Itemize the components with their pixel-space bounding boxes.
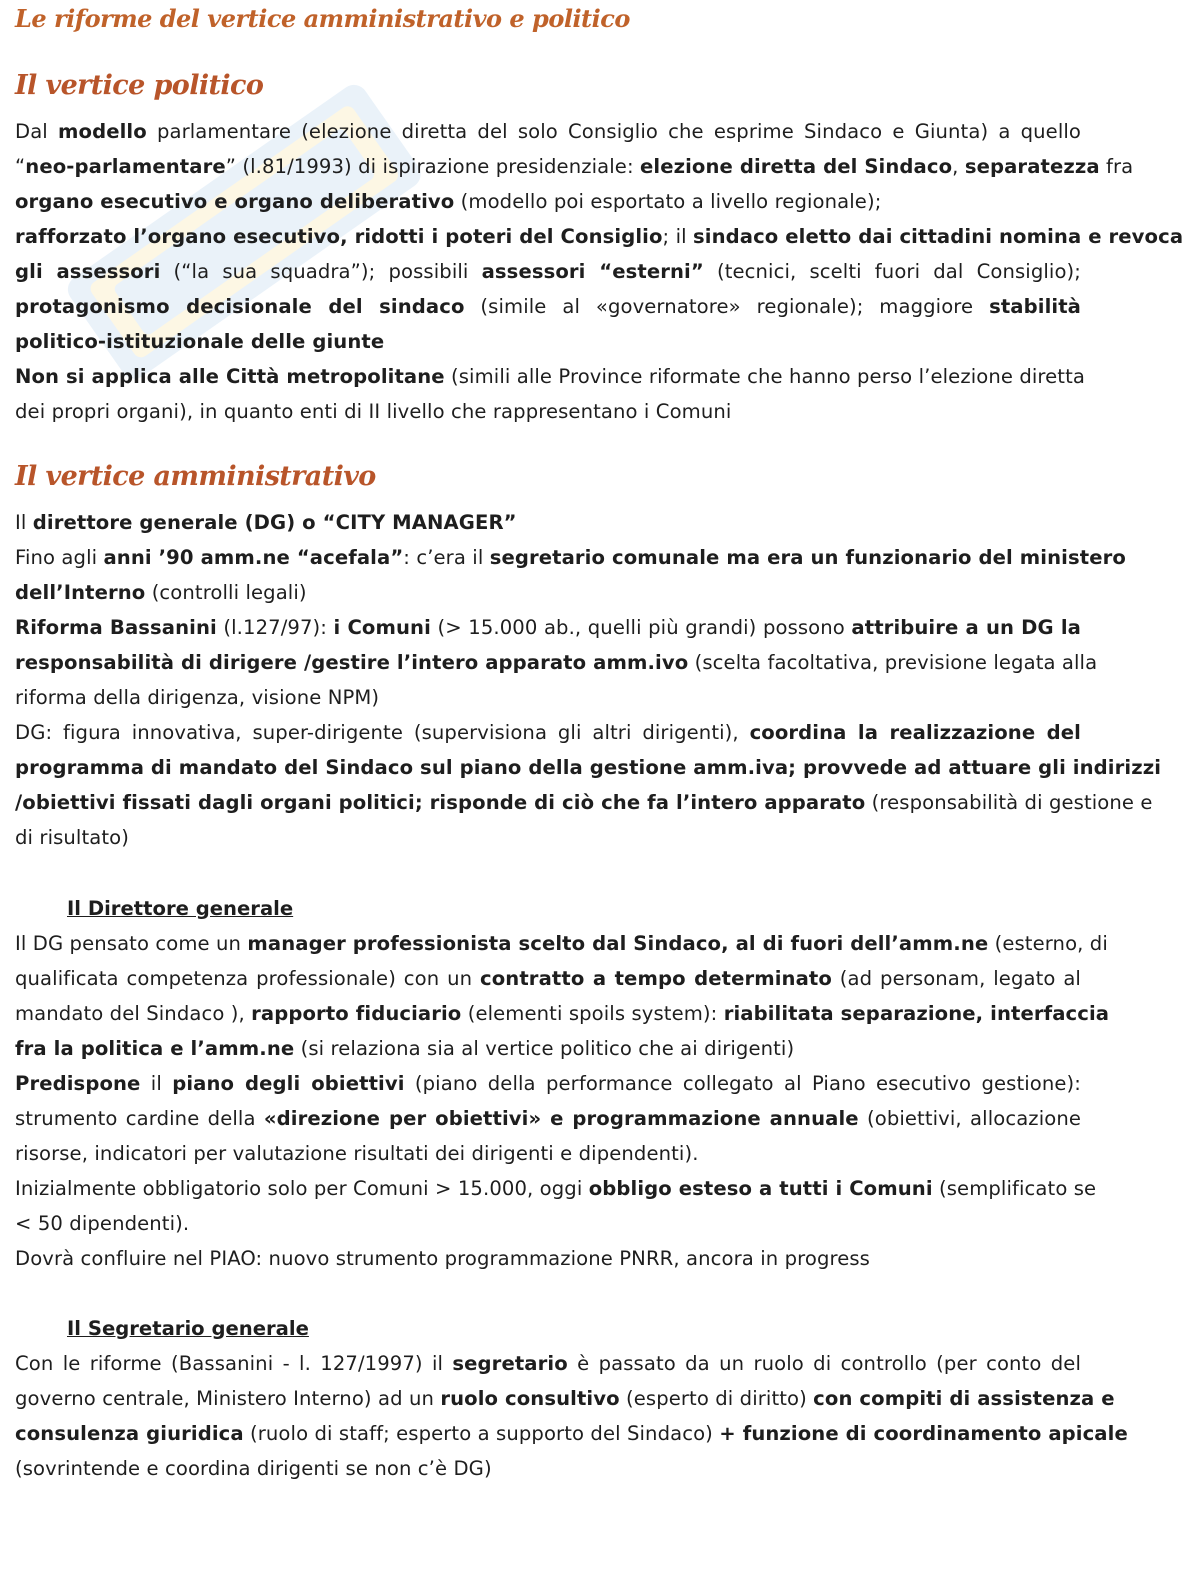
bold-text: politico-istituzionale delle giunte: [15, 330, 385, 353]
text-line: [15, 324, 1081, 359]
text-line: [15, 540, 1126, 575]
text: strumento cardine della: [15, 1107, 264, 1130]
bold-text: i Comuni: [333, 616, 431, 639]
text: Dal: [15, 120, 58, 143]
section-segretario-body: [15, 1346, 1128, 1486]
bold-text: consulenza giuridica: [15, 1422, 244, 1445]
bold-text: direttore generale (DG) o “CITY MANAGER”: [32, 511, 517, 534]
text-line: [15, 1451, 1081, 1486]
bold-text: «direzione per obiettivi» e programmazione annuale: [263, 1107, 859, 1130]
text: DG: figura innovativa, super-dirigente (supervisiona gli altri dirigenti),: [15, 721, 750, 744]
text-line: [15, 1171, 1097, 1206]
text: (responsabilità di gestione e: [865, 791, 1153, 814]
text-line: [15, 1206, 1081, 1241]
text-line: [15, 289, 1081, 324]
bold-text: neo-parlamentare: [25, 155, 226, 178]
bold-text: programma di mandato del Sindaco sul piano della gestione amm.iva; provvede ad attuare gli indirizzi: [15, 756, 1162, 779]
text-line: [15, 149, 1134, 184]
text: (simili alle Province riformate che hanno perso l’elezione diretta: [444, 365, 1085, 388]
text: (l.127/97):: [216, 616, 334, 639]
bold-text: coordina la realizzazione del: [749, 721, 1081, 744]
text-line: [15, 1416, 1128, 1451]
text-line: [15, 645, 1098, 680]
bold-text: fra la politica e l’amm.ne: [15, 1037, 295, 1060]
text: Il DG pensato come un: [15, 932, 248, 955]
text: (simile al «governatore» regionale); maggiore: [464, 295, 990, 318]
text: di risultato): [15, 826, 129, 849]
text-line: [15, 715, 1081, 750]
bold-text: contratto a tempo determinato: [480, 967, 832, 990]
text-line: [15, 750, 1162, 785]
text: riforma della dirigenza, visione NPM): [15, 686, 380, 709]
document-title: Le riforme del vertice amministrativo e politico: [15, 4, 630, 33]
text: ,: [952, 155, 965, 178]
text: risorse, indicatori per valutazione risultati dei dirigenti e dipendenti).: [15, 1142, 699, 1165]
bold-text: stabilità: [989, 295, 1081, 318]
bold-text: segretario: [452, 1352, 568, 1375]
bold-text: piano degli obiettivi: [172, 1072, 405, 1095]
bold-text: attribuire a un DG la: [851, 616, 1081, 639]
bold-text: modello: [58, 120, 147, 143]
bold-text: rafforzato l’organo esecutivo, ridotti i poteri del Consiglio: [15, 225, 663, 248]
heading-vertice-amministrativo: Il vertice amministrativo: [15, 461, 376, 492]
bold-text: Non si applica alle Città metropolitane: [15, 365, 445, 388]
text: dei propri organi), in quanto enti di II livello che rappresentano i Comuni: [15, 400, 732, 423]
text: (obiettivi, allocazione: [858, 1107, 1081, 1130]
text: Con le riforme (Bassanini - l. 127/1997) il: [15, 1352, 453, 1375]
text-line: [15, 219, 1183, 254]
text: (si relaziona sia al vertice politico che ai dirigenti): [294, 1037, 795, 1060]
text: (controlli legali): [145, 581, 307, 604]
text-line: [15, 926, 1108, 961]
subheading-direttore-generale: Il Direttore generale: [67, 897, 294, 920]
text: Dovrà confluire nel PIAO: nuovo strumento programmazione PNRR, ancora in progress: [15, 1247, 870, 1270]
bold-text: sindaco eletto dai cittadini nomina e revoca: [693, 225, 1183, 248]
section-politico-body: [15, 114, 1183, 429]
text: (“la sua squadra”); possibili: [160, 260, 482, 283]
bold-text: Predispone: [15, 1072, 141, 1095]
bold-text: dell’Interno: [15, 581, 146, 604]
text: Fino agli: [15, 546, 104, 569]
text-line: [15, 961, 1081, 996]
text: (> 15.000 ab., quelli più grandi) possono: [430, 616, 852, 639]
text: < 50 dipendenti).: [15, 1212, 190, 1235]
text: Il: [15, 511, 33, 534]
bold-text: manager professionista scelto dal Sindaco, al di fuori dell’amm.ne: [247, 932, 989, 955]
text: (ad personam, legato al: [831, 967, 1081, 990]
text: mandato del Sindaco ),: [15, 1002, 252, 1025]
text-line: [15, 680, 1081, 715]
text-line: [15, 114, 1081, 149]
text: (ruolo di staff; esperto a supporto del Sindaco): [243, 1422, 720, 1445]
text: (piano della performance collegato al Piano esecutivo gestione):: [404, 1072, 1082, 1095]
text: il: [140, 1072, 173, 1095]
section-amministrativo-body: [15, 505, 1162, 855]
text-line: [15, 1241, 1081, 1276]
text: (semplificato se: [932, 1177, 1097, 1200]
section-direttore-body: [15, 926, 1110, 1276]
bold-text: obbligo esteso a tutti i Comuni: [588, 1177, 933, 1200]
text-line: [15, 1381, 1115, 1416]
text-line: [15, 820, 1081, 855]
heading-vertice-politico: Il vertice politico: [15, 70, 264, 101]
text: (modello poi esportato a livello regionale);: [454, 190, 882, 213]
text: parlamentare (elezione diretta del solo Consiglio che esprime Sindaco e Giunta) a quello: [146, 120, 1081, 143]
text: governo centrale, Ministero Interno) ad un: [15, 1387, 441, 1410]
bold-text: protagonismo decisionale del sindaco: [15, 295, 465, 318]
bold-text: ruolo consultivo: [440, 1387, 620, 1410]
text: Inizialmente obbligatorio solo per Comuni > 15.000, oggi: [15, 1177, 589, 1200]
text: (esterno, di: [988, 932, 1108, 955]
bold-text: anni ’90 amm.ne “acefala”: [103, 546, 404, 569]
text: qualificata competenza professionale) con un: [15, 967, 481, 990]
bold-text: + funzione di coordinamento apicale: [719, 1422, 1128, 1445]
text: (scelta facoltativa, previsione legata alla: [688, 651, 1098, 674]
bold-text: gli assessori: [15, 260, 161, 283]
text-line: [15, 505, 1081, 540]
text: ; il: [662, 225, 693, 248]
bold-text: separatezza: [964, 155, 1100, 178]
bold-text: /obiettivi fissati dagli organi politici; risponde di ciò che fa l’intero apparato: [15, 791, 866, 814]
bold-text: con compiti di assistenza e: [813, 1387, 1115, 1410]
text: è passato da un ruolo di controllo (per conto del: [567, 1352, 1081, 1375]
bold-text: responsabilità di dirigere /gestire l’intero apparato amm.ivo: [15, 651, 689, 674]
text-line: [15, 1066, 1081, 1101]
text: : c’era il: [403, 546, 490, 569]
text-line: [15, 1101, 1081, 1136]
text: (esperto di diritto): [619, 1387, 814, 1410]
text-line: [15, 1346, 1081, 1381]
text-line: [15, 394, 1081, 429]
text: ” (l.81/1993) di ispirazione presidenziale:: [225, 155, 640, 178]
text-line: [15, 785, 1153, 820]
bold-text: riabilitata separazione, interfaccia: [723, 1002, 1110, 1025]
text-line: [15, 1031, 1081, 1066]
bold-text: rapporto fiduciario: [251, 1002, 462, 1025]
bold-text: assessori “esterni”: [481, 260, 704, 283]
text-line: [15, 184, 1081, 219]
text-line: [15, 575, 1081, 610]
text: “: [15, 155, 26, 178]
text: (elementi spoils system):: [461, 1002, 724, 1025]
text-line: [15, 996, 1110, 1031]
bold-text: elezione diretta del Sindaco: [639, 155, 953, 178]
bold-text: segretario comunale ma era un funzionario del ministero: [489, 546, 1126, 569]
text: fra: [1099, 155, 1134, 178]
text: (sovrintende e coordina dirigenti se non c’è DG): [15, 1457, 492, 1480]
text-line: [15, 610, 1081, 645]
bold-text: organo esecutivo e organo deliberativo: [15, 190, 455, 213]
text: (tecnici, scelti fuori dal Consiglio);: [703, 260, 1081, 283]
subheading-segretario-generale: Il Segretario generale: [67, 1317, 309, 1340]
bold-text: Riforma Bassanini: [15, 616, 217, 639]
text-line: [15, 359, 1085, 394]
text-line: [15, 1136, 1081, 1171]
text-line: [15, 254, 1081, 289]
